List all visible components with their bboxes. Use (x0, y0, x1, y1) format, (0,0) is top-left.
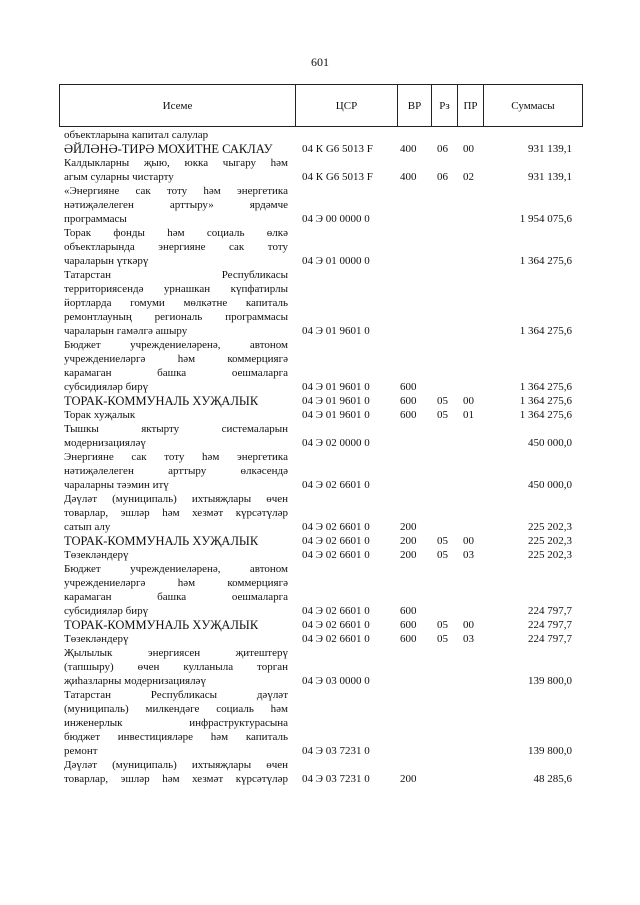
row-sum: 1 364 275,6 (519, 409, 572, 421)
table-row (0, 562, 640, 618)
row-name (64, 156, 288, 184)
row-csr: 04 Э 02 6601 0 (302, 549, 370, 561)
row-name-line: Татарстан Республикасы (64, 269, 288, 281)
row-csr: 04 Э 03 7231 0 (302, 745, 370, 757)
row-name (64, 632, 288, 646)
row-name (64, 128, 288, 142)
row-name-line: (тапшыру) өчен кулланыла торган (64, 661, 288, 673)
row-pr (463, 744, 481, 758)
row-name (64, 646, 288, 688)
row-name-line: Тышкы яктырту системаларын (64, 423, 288, 435)
row-rz: 05 (437, 395, 448, 407)
row-name-line: Төзекләндерү (64, 549, 129, 561)
row-pr (463, 324, 481, 338)
row-csr: 04 Э 03 0000 0 (302, 675, 370, 687)
row-name-line: Дәүләт (муниципаль) ихтыяҗлары өчен (64, 759, 288, 771)
table-row (0, 142, 640, 156)
row-name-line: сатып алу (64, 521, 111, 533)
row-rz (437, 478, 455, 492)
row-sum: 450 000,0 (528, 479, 572, 491)
row-name (64, 548, 288, 562)
row-name (64, 408, 288, 422)
row-rz (437, 128, 455, 142)
row-name-line: объектларында энергияне сак тоту (64, 241, 288, 253)
row-vr: 600 (400, 633, 417, 645)
row-name-line: Җылылык энергиясен җитештерү (64, 647, 288, 659)
row-pr: 00 (463, 143, 474, 155)
row-name (64, 338, 288, 394)
row-rz (437, 254, 455, 268)
row-name-line: товарлар, эшләр һәм хезмәт күрсәтүләр (64, 507, 288, 519)
row-sum: 1 364 275,6 (519, 395, 572, 407)
row-csr: 04 Э 01 9601 0 (302, 395, 370, 407)
row-vr: 400 (400, 171, 417, 183)
header-pr: ПР (458, 85, 484, 126)
row-name (64, 562, 288, 618)
row-rz (437, 324, 455, 338)
page-number: 601 (311, 55, 329, 69)
row-sum: 1 364 275,6 (519, 381, 572, 393)
row-sum (482, 128, 572, 142)
row-sum: 139 800,0 (528, 675, 572, 687)
row-name (64, 688, 288, 758)
row-csr: 04 Э 01 9601 0 (302, 409, 370, 421)
row-sum: 225 202,3 (528, 549, 572, 561)
row-vr (400, 212, 424, 226)
row-name (64, 450, 288, 492)
row-pr (463, 380, 481, 394)
row-name (64, 758, 288, 786)
row-pr (463, 128, 481, 142)
row-rz: 05 (437, 409, 448, 421)
row-name (64, 534, 288, 548)
row-name-line: Бюджет учреждениеләренә, автоном (64, 563, 288, 575)
row-vr: 600 (400, 409, 417, 421)
row-vr: 200 (400, 773, 417, 785)
header-name: Исеме (60, 85, 296, 126)
row-name-line: Дәүләт (муниципаль) ихтыяҗлары өчен (64, 493, 288, 505)
table-row (0, 492, 640, 534)
row-sum: 225 202,3 (528, 521, 572, 533)
row-pr: 00 (463, 619, 474, 631)
row-name (64, 268, 288, 338)
row-name-line: учреждениеләргә һәм коммерциягә (64, 353, 288, 365)
row-name (64, 394, 288, 408)
row-rz (437, 436, 455, 450)
row-sum: 224 797,7 (528, 605, 572, 617)
row-rz (437, 674, 455, 688)
row-pr (463, 772, 481, 786)
table-row (0, 184, 640, 226)
table-row (0, 688, 640, 758)
table-body (0, 128, 640, 786)
row-csr: 04 Э 02 6601 0 (302, 619, 370, 631)
row-name-line: (муниципаль) милкендәге социаль һәм (64, 703, 288, 715)
row-name-line: чараларын гамәлгә ашыру (64, 325, 188, 337)
table-header (59, 84, 583, 127)
row-vr (400, 324, 424, 338)
row-name-line: карамаган башка оешмаларга (64, 591, 288, 603)
row-vr (400, 478, 424, 492)
row-pr: 01 (463, 409, 474, 421)
row-name-line: учреждениеләргә һәм коммерциягә (64, 577, 288, 589)
row-name-line: ремонт (64, 745, 98, 757)
row-name (64, 142, 288, 156)
row-pr: 03 (463, 633, 474, 645)
row-vr (400, 254, 424, 268)
row-csr: 04 Э 02 0000 0 (302, 437, 370, 449)
row-name-line: объектларына капитал салулар (64, 129, 209, 141)
row-name-line: Татарстан Республикасы дәүләт (64, 689, 288, 701)
row-sum: 225 202,3 (528, 535, 572, 547)
row-pr (463, 604, 481, 618)
row-name-line: Бюджет учреждениеләренә, автоном (64, 339, 288, 351)
row-rz: 05 (437, 619, 448, 631)
row-vr (400, 436, 424, 450)
row-vr (400, 674, 424, 688)
row-name-line: карамаган башка оешмаларга (64, 367, 288, 379)
row-sum: 931 139,1 (528, 143, 572, 155)
header-csr: ЦСР (296, 85, 398, 126)
table-row (0, 226, 640, 268)
row-vr: 600 (400, 395, 417, 407)
header-sum: Суммасы (511, 99, 555, 112)
row-name (64, 226, 288, 268)
row-name-line: Калдыкларны җыю, юкка чыгару һәм (64, 157, 288, 169)
row-name-line: нәтиҗәлелеген арттыру өлкәсендә (64, 465, 288, 477)
row-pr: 00 (463, 395, 474, 407)
row-sum: 1 954 075,6 (519, 213, 572, 225)
row-name-line: ТОРАК-КОММУНАЛЬ ХУҖАЛЫК (64, 618, 259, 632)
row-vr: 200 (400, 535, 417, 547)
row-csr: 04 Э 00 0000 0 (302, 213, 370, 225)
row-pr: 02 (463, 171, 474, 183)
row-rz: 06 (437, 143, 448, 155)
row-rz (437, 212, 455, 226)
row-csr: 04 Э 02 6601 0 (302, 605, 370, 617)
row-csr: 04 Э 02 6601 0 (302, 633, 370, 645)
table-row (0, 408, 640, 422)
row-name-line: чараларын үткәрү (64, 255, 149, 267)
row-name (64, 618, 288, 632)
row-vr (400, 744, 424, 758)
row-name-line: ремонтлауның региональ программасы (64, 311, 288, 323)
row-name-line: субсидияләр бирү (64, 605, 149, 617)
row-rz (437, 772, 455, 786)
row-sum: 1 364 275,6 (519, 325, 572, 337)
row-name-line: «Энергияне сак тоту һәм энергетика (64, 185, 288, 197)
table-row (0, 618, 640, 632)
row-rz (437, 380, 455, 394)
row-sum: 139 800,0 (528, 745, 572, 757)
row-name-line: ТОРАК-КОММУНАЛЬ ХУҖАЛЫК (64, 394, 259, 408)
table-row (0, 422, 640, 450)
row-name-line: территориясендә урнашкан күпфатирлы (64, 283, 288, 295)
table-row (0, 758, 640, 786)
row-name-line: бюджет инвестицияләре һәм капиталь (64, 731, 288, 743)
row-name-line: Төзекләндерү (64, 633, 129, 645)
row-csr: 04 Э 03 7231 0 (302, 773, 370, 785)
row-sum: 224 797,7 (528, 619, 572, 631)
row-vr (400, 128, 424, 142)
row-name (64, 184, 288, 226)
row-name-line: ӘЙЛӘНӘ-ТИРӘ МОХИТНЕ САКЛАУ (64, 142, 273, 156)
table-row (0, 156, 640, 184)
table-row (0, 646, 640, 688)
table-row (0, 128, 640, 142)
row-rz (437, 744, 455, 758)
table-row (0, 394, 640, 408)
row-sum: 450 000,0 (528, 437, 572, 449)
row-csr: 04 Э 02 6601 0 (302, 479, 370, 491)
row-rz: 05 (437, 549, 448, 561)
row-pr (463, 254, 481, 268)
row-csr: 04 Э 02 6601 0 (302, 535, 370, 547)
row-csr: 04 Э 01 0000 0 (302, 255, 370, 267)
row-name (64, 492, 288, 534)
row-csr: 04 Э 01 9601 0 (302, 381, 370, 393)
row-pr (463, 212, 481, 226)
row-rz (437, 604, 455, 618)
row-name-line: товарлар, эшләр һәм хезмәт күрсәтүләр (64, 773, 288, 785)
row-name-line: җиһазларны модернизацияләү (64, 675, 206, 687)
row-sum: 48 285,6 (533, 773, 572, 785)
row-pr: 00 (463, 535, 474, 547)
row-pr (463, 674, 481, 688)
row-csr: 04 Э 01 9601 0 (302, 325, 370, 337)
row-vr: 400 (400, 143, 417, 155)
row-pr (463, 436, 481, 450)
row-rz: 06 (437, 171, 448, 183)
row-name-line: агым суларны чистарту (64, 171, 174, 183)
row-name-line: субсидияләр бирү (64, 381, 149, 393)
row-name (64, 422, 288, 450)
row-name-line: чараларны тәэмин итү (64, 479, 169, 491)
row-rz: 05 (437, 633, 448, 645)
row-vr: 600 (400, 381, 417, 393)
row-vr: 600 (400, 619, 417, 631)
table-row (0, 450, 640, 492)
row-name-line: программасы (64, 213, 127, 225)
row-vr: 200 (400, 549, 417, 561)
header-rz: Рз (432, 85, 458, 126)
table-row (0, 534, 640, 548)
row-vr: 600 (400, 605, 417, 617)
row-name-line: йортларда гомуми мөлкәтне капиталь (64, 297, 288, 309)
table-row (0, 632, 640, 646)
row-csr: 04 Э 02 6601 0 (302, 521, 370, 533)
row-name-line: инженерлык инфраструктурасына (64, 717, 288, 729)
table-row (0, 268, 640, 338)
row-csr: 04 К G6 5013 F (302, 143, 373, 155)
row-csr: 04 К G6 5013 F (302, 171, 373, 183)
row-name-line: Торак фонды һәм социаль өлкә (64, 227, 288, 239)
row-sum: 224 797,7 (528, 633, 572, 645)
row-pr (463, 478, 481, 492)
row-pr: 03 (463, 549, 474, 561)
row-name-line: ТОРАК-КОММУНАЛЬ ХУҖАЛЫК (64, 534, 259, 548)
row-name-line: модернизацияләү (64, 437, 146, 449)
row-vr: 200 (400, 521, 417, 533)
header-vr: ВР (398, 85, 432, 126)
table-row (0, 338, 640, 394)
row-name-line: нәтиҗәлелеген арттыру» ярдәмче (64, 199, 288, 211)
row-csr (302, 128, 392, 142)
row-name-line: Торак хуҗалык (64, 409, 136, 421)
row-rz (437, 520, 455, 534)
row-rz: 05 (437, 535, 448, 547)
row-pr (463, 520, 481, 534)
row-name-line: Энергияне сак тоту һәм энергетика (64, 451, 288, 463)
table-row (0, 548, 640, 562)
row-sum: 1 364 275,6 (519, 255, 572, 267)
row-sum: 931 139,1 (528, 171, 572, 183)
